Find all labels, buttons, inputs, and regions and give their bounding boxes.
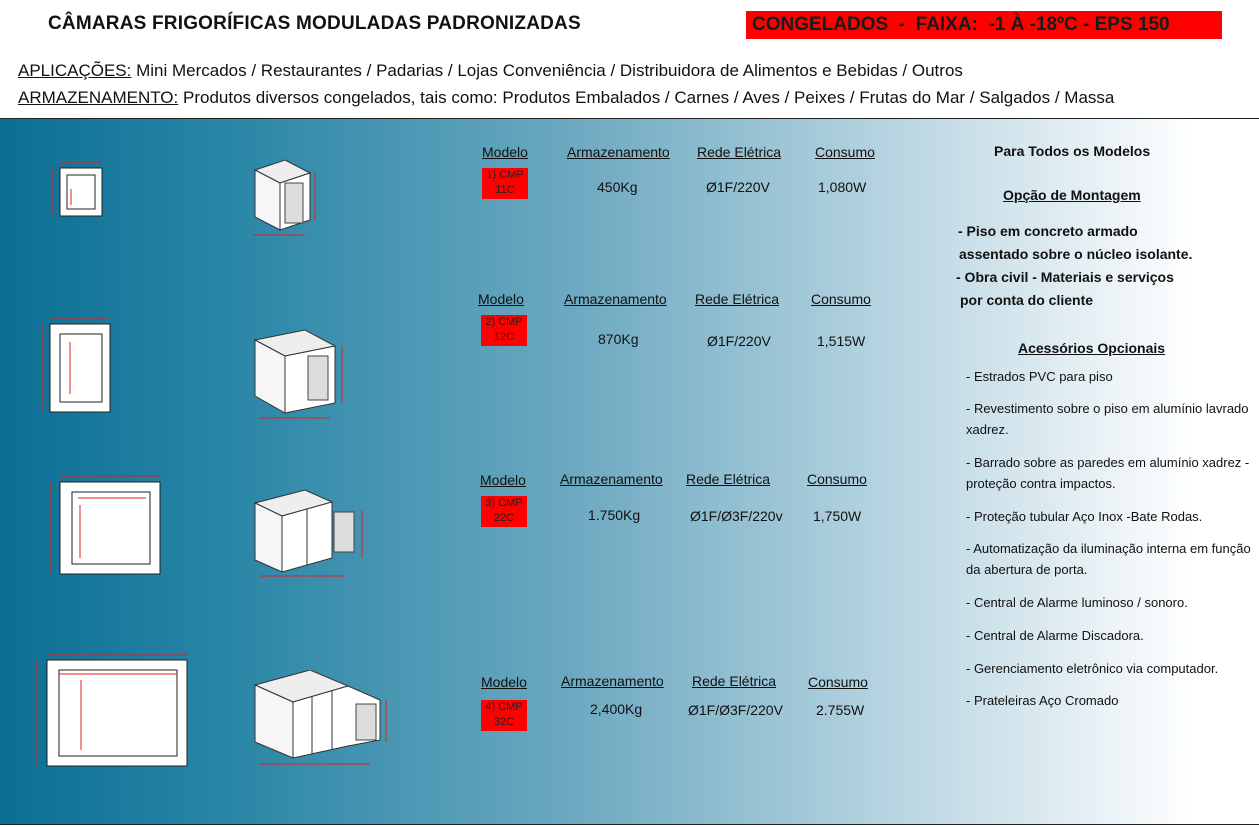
col-header-rede: Rede Elétrica <box>697 144 782 160</box>
acessorio-item: - Central de Alarme Discadora. <box>966 628 1144 643</box>
armazenamento-value: 870Kg <box>598 331 639 347</box>
badge-line-1: 3) CMP <box>485 497 523 509</box>
armazenamento-label: ARMAZENAMENTO: <box>18 88 179 107</box>
isometric-drawing <box>245 155 330 241</box>
model-badge <box>482 168 528 199</box>
badge-line-1: 1) CMP <box>486 169 524 181</box>
page-title: CÂMARAS FRIGORÍFICAS MODULADAS PADRONIZADAS <box>48 13 581 34</box>
acessorio-item: - Revestimento sobre o piso em alumínio lavrado xadrez. <box>966 401 1249 437</box>
acessorio-item: - Central de Alarme luminoso / sonoro. <box>966 595 1188 610</box>
opcao-line-2a: - Obra civil - Materiais e serviços <box>956 269 1174 285</box>
aplicacoes-text: Mini Mercados / Restaurantes / Padarias / Lojas Conveniência / Distribuidora de Alimentos e Bebidas / Outros <box>131 61 963 80</box>
col-header-consumo: Consumo <box>807 471 867 487</box>
col-header-consumo: Consumo <box>811 291 871 307</box>
floor-plan-drawing <box>30 312 125 417</box>
para-todos-title: Para Todos os Modelos <box>994 143 1151 159</box>
rede-value: Ø1F/Ø3F/220V <box>688 702 783 718</box>
rede-value: Ø1F/Ø3F/220v <box>690 508 783 524</box>
aplicacoes-label: APLICAÇÕES: <box>18 61 132 80</box>
badge-line-1: 4) CMP <box>485 701 523 713</box>
badge-line-2: 22C <box>493 512 515 524</box>
temperature-banner: CONGELADOS - FAIXA: -1 À -18ºC - EPS 150 <box>746 11 1222 39</box>
footer-divider <box>0 824 1259 825</box>
col-header-armazenamento: Armazenamento <box>561 673 664 689</box>
floor-plan-drawing <box>40 153 110 223</box>
model-row-2 <box>0 290 960 460</box>
col-header-modelo: Modelo <box>482 144 528 160</box>
consumo-value: 1,080W <box>818 179 867 195</box>
opcao-line-2b: por conta do cliente <box>960 292 1094 308</box>
rede-value: Ø1F/220V <box>707 333 771 349</box>
badge-line-1: 2) CMP <box>485 316 523 328</box>
acessorio-item: - Prateleiras Aço Cromado <box>966 693 1119 708</box>
col-header-modelo: Modelo <box>480 472 526 488</box>
badge-line-2: 12C <box>493 331 515 343</box>
model-badge <box>481 496 527 527</box>
model-row-1 <box>0 143 960 313</box>
isometric-drawing <box>250 328 360 428</box>
col-header-armazenamento: Armazenamento <box>564 291 667 307</box>
acessorio-item: - Barrado sobre as paredes em alumínio xadrez - proteção contra impactos. <box>966 455 1250 491</box>
badge-line-2: 32C <box>493 716 515 728</box>
col-header-modelo: Modelo <box>478 291 524 307</box>
opcao-montagem-title: Opção de Montagem <box>1003 187 1141 203</box>
acessorio-item: - Automatização da iluminação interna em função da abertura de porta. <box>966 541 1251 577</box>
model-row-4 <box>0 650 960 820</box>
armazenamento-value: 450Kg <box>597 179 638 195</box>
header-divider <box>0 118 1259 119</box>
col-header-consumo: Consumo <box>808 674 868 690</box>
consumo-value: 2.755W <box>816 702 865 718</box>
armazenamento-value: 1.750Kg <box>588 507 641 523</box>
opcao-line-1b: assentado sobre o núcleo isolante. <box>959 246 1193 262</box>
floor-plan-drawing <box>38 470 168 578</box>
floor-plan-drawing <box>25 650 195 770</box>
acessorio-item: - Gerenciamento eletrônico via computador. <box>966 661 1219 676</box>
col-header-consumo: Consumo <box>815 144 875 160</box>
col-header-rede: Rede Elétrica <box>686 471 771 487</box>
acessorio-item: - Proteção tubular Aço Inox -Bate Rodas. <box>966 509 1203 524</box>
consumo-value: 1,750W <box>813 508 862 524</box>
col-header-rede: Rede Elétrica <box>692 673 777 689</box>
model-row-3 <box>0 470 960 640</box>
col-header-modelo: Modelo <box>481 674 527 690</box>
col-header-armazenamento: Armazenamento <box>567 144 670 160</box>
armazenamento-line <box>18 88 1114 108</box>
col-header-rede: Rede Elétrica <box>695 291 780 307</box>
rede-value: Ø1F/220V <box>706 179 770 195</box>
col-header-armazenamento: Armazenamento <box>560 471 663 487</box>
opcao-line-1a: - Piso em concreto armado <box>958 223 1138 239</box>
consumo-value: 1,515W <box>817 333 866 349</box>
model-badge <box>481 700 527 731</box>
badge-line-2: 11C <box>495 184 515 196</box>
acessorio-item: - Estrados PVC para piso <box>966 369 1113 384</box>
armazenamento-value: 2,400Kg <box>590 701 643 717</box>
isometric-drawing <box>250 670 400 770</box>
isometric-drawing <box>250 488 385 583</box>
armazenamento-text: Produtos diversos congelados, tais como: Produtos Embalados / Carnes / Aves / Peixes / Frutas do Mar / Salgados / Massa <box>178 88 1115 107</box>
acessorios-title: Acessórios Opcionais <box>1018 340 1166 356</box>
aplicacoes-line <box>18 61 963 81</box>
model-badge <box>481 315 527 346</box>
